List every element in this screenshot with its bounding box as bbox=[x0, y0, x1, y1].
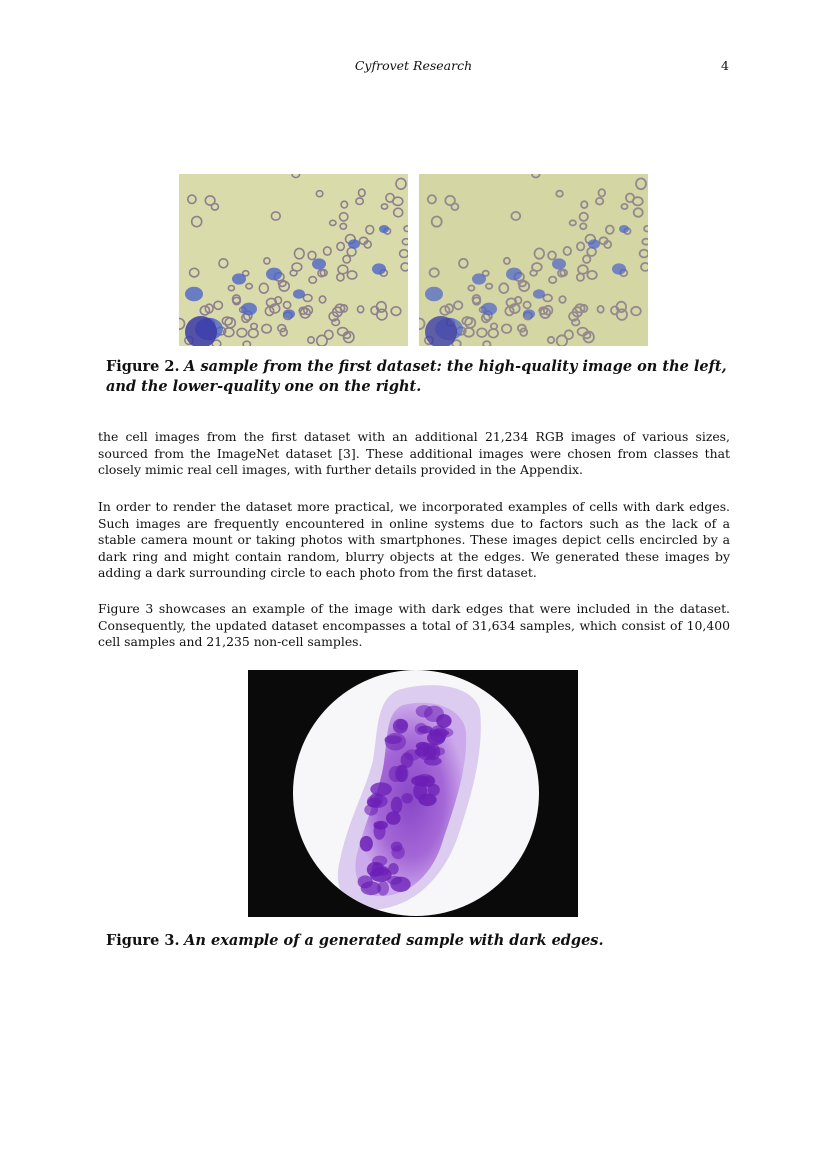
running-header bbox=[98, 58, 729, 76]
paragraph-1: the cell images from the first dataset with an additional 21,234 RGB images of various sizes, sourced from the ImageNet dataset [3]. These additional images were chosen from classes that closely mimic real cell images, with further details provided in the Appendix. bbox=[98, 429, 730, 478]
figure-2 bbox=[179, 174, 649, 346]
figure-2-left-image bbox=[179, 174, 408, 346]
micrograph-lower-quality bbox=[419, 174, 648, 346]
paragraph-2: In order to render the dataset more practical, we incorporated examples of cells with dark edges. Such images are frequently encountered in online systems due to factors such as the lack of a stable camera mount or taking photos with smartphones. These images depict cells encircled by a dark ring and might contain random, blurry objects at the edges. We generated these images by adding a dark surrounding circle to each photo from the first dataset. bbox=[98, 499, 730, 581]
figure-2-caption-text: A sample from the first dataset: the high-quality image on the left, and the lower-quality one on the right. bbox=[106, 358, 727, 395]
figure-3-label: Figure 3. bbox=[106, 932, 180, 949]
figure-3-caption bbox=[106, 931, 736, 951]
figure-2-right-image bbox=[419, 174, 648, 346]
page-number: 4 bbox=[721, 58, 729, 73]
paragraph-3: Figure 3 showcases an example of the image with dark edges that were included in the dataset. Consequently, the updated dataset encompasses a total of 31,634 samples, which consist of 10,400 cell samples and 21,235 non-cell samples. bbox=[98, 601, 730, 650]
figure-3 bbox=[248, 670, 578, 917]
micrograph-high-quality bbox=[179, 174, 408, 346]
figure-2-label: Figure 2. bbox=[106, 358, 180, 375]
figure-2-caption bbox=[106, 357, 736, 397]
running-title: Cyfrovet Research bbox=[354, 58, 473, 73]
figure-3-caption-text: An example of a generated sample with dark edges. bbox=[184, 932, 604, 949]
dark-edge-sample-image bbox=[248, 670, 578, 917]
